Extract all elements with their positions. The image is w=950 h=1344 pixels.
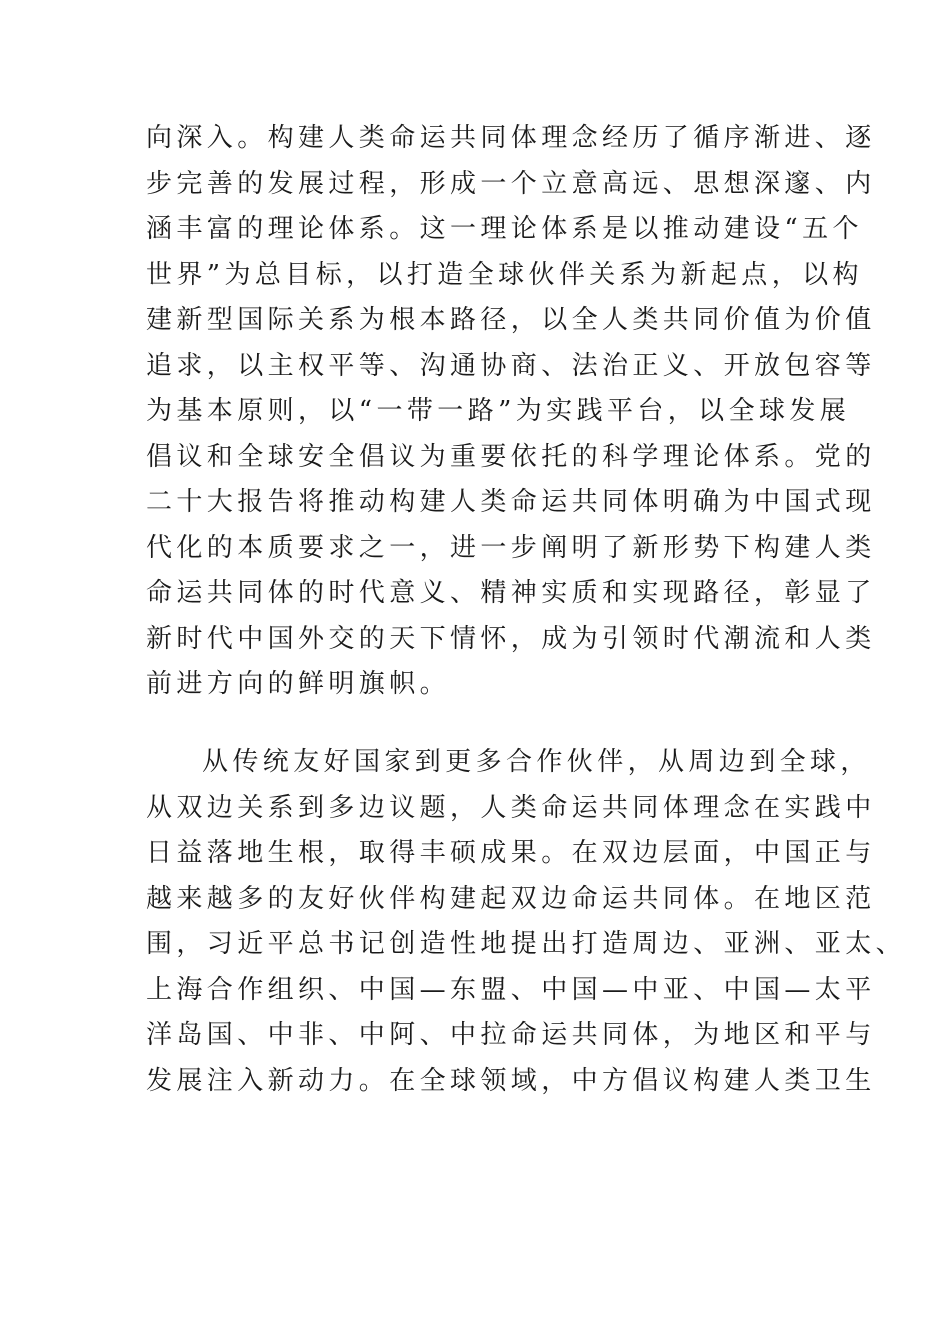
text-line: 二十大报告将推动构建人类命运共同体明确为中国式现: [146, 487, 876, 517]
text-line: 涵丰富的理论体系。这一理论体系是以推动建设“五个: [146, 214, 863, 244]
text-line: 代化的本质要求之一，进一步阐明了新形势下构建人类: [146, 532, 876, 563]
text-line: 洋岛国、中非、中阿、中拉命运共同体，为地区和平与: [146, 1020, 876, 1050]
text-line: 倡议和全球安全倡议为重要依托的科学理论体系。党的: [146, 441, 876, 472]
text-line: 为基本原则，以“一带一路”为实践平台，以全球发展: [146, 396, 851, 426]
text-line: 命运共同体的时代意义、精神实质和实现路径，彰显了: [146, 578, 876, 608]
text-line: 围，习近平总书记创造性地提出打造周边、亚洲、亚太、: [146, 929, 907, 959]
text-line: 新时代中国外交的天下情怀，成为引领时代潮流和人类: [146, 623, 876, 654]
text-line: 上海合作组织、中国—东盟、中国—中亚、中国—太平: [146, 974, 876, 1005]
text-line: 向深入。构建人类命运共同体理念经历了循序渐进、逐: [146, 123, 876, 153]
text-line: 发展注入新动力。在全球领域，中方倡议构建人类卫生: [146, 1065, 876, 1096]
text-line: 日益落地生根，取得丰硕成果。在双边层面，中国正与: [146, 838, 876, 868]
text-line: 追求，以主权平等、沟通协商、法治正义、开放包容等: [146, 350, 876, 381]
text-line: 越来越多的友好伙伴构建起双边命运共同体。在地区范: [146, 883, 876, 914]
text-line: 步完善的发展过程，形成一个立意高远、思想深邃、内: [146, 168, 876, 199]
text-line: 前进方向的鲜明旗帜。: [146, 669, 451, 699]
text-line: 从双边关系到多边议题，人类命运共同体理念在实践中: [146, 792, 876, 823]
text-line-indented: 从传统友好国家到更多合作伙伴，从周边到全球，: [202, 747, 871, 777]
text-line: 世界”为总目标，以打造全球伙伴关系为新起点，以构: [146, 259, 863, 290]
text-line: 建新型国际关系为根本路径，以全人类共同价值为价值: [146, 305, 876, 335]
paragraph-1: [146, 116, 876, 708]
paragraph-2: [146, 740, 907, 1104]
